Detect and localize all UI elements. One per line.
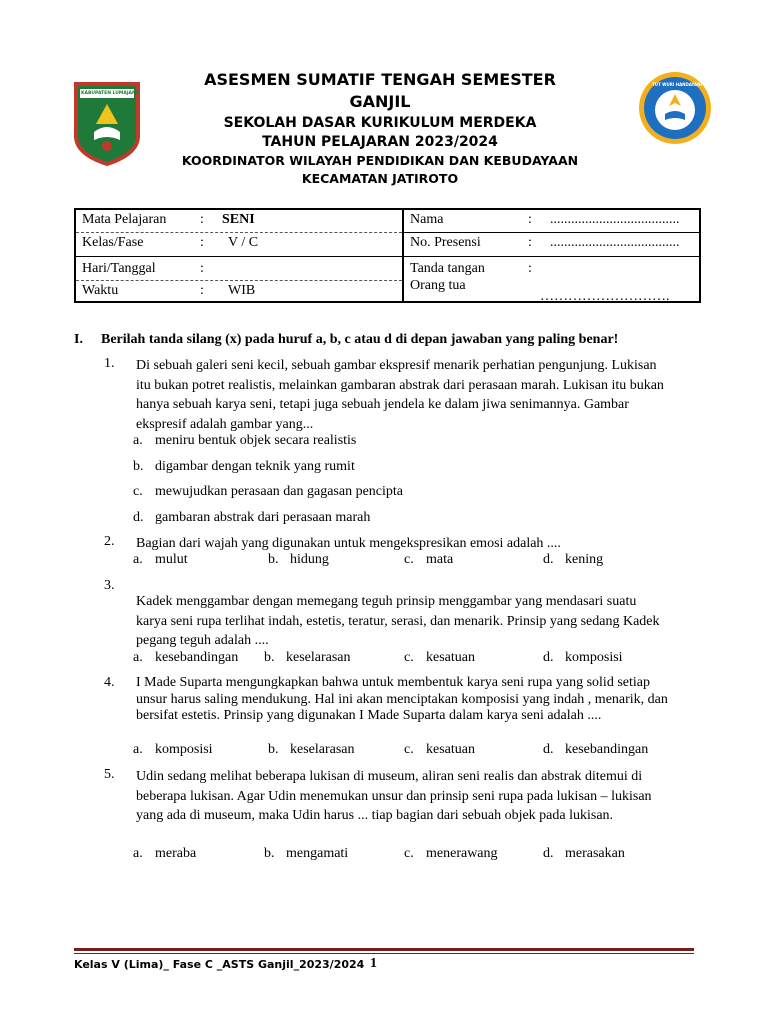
question-number: 4. — [104, 675, 115, 690]
option-item[interactable] — [133, 459, 355, 475]
option-letter: b. — [268, 552, 279, 567]
option-text: mewujudkan perasaan dan gagasan pencipta — [155, 484, 404, 499]
lumajang-logo-text: KABUPATEN LUMAJANG — [81, 91, 140, 96]
option-item[interactable] — [268, 552, 329, 568]
option-letter: a. — [133, 650, 143, 665]
option-text: meniru bentuk objek secara realistis — [155, 433, 357, 448]
option-letter: a. — [133, 846, 143, 861]
signature-field[interactable]: ………………………. — [540, 288, 670, 304]
option-text: kesebandingan — [565, 742, 649, 757]
option-letter: c. — [404, 552, 414, 567]
option-text: keselarasan — [290, 742, 355, 757]
day-label: Hari/Tanggal — [82, 260, 156, 276]
question-number: 1. — [104, 356, 115, 371]
option-item[interactable] — [133, 433, 356, 449]
time-cell — [75, 280, 403, 302]
subject-cell — [75, 209, 403, 232]
option-text: keselarasan — [286, 650, 351, 665]
district-line: KECAMATAN JATIROTO — [301, 171, 459, 186]
presence-label: No. Presensi — [410, 234, 481, 250]
option-letter: b. — [264, 650, 275, 665]
option-letter: d. — [543, 650, 554, 665]
presence-cell — [403, 232, 700, 256]
class-label: Kelas/Fase — [82, 234, 144, 250]
question-text: Di sebuah galeri seni kecil, sebuah gambar ekspresif menarik perhatian pengunjung. Lukisan itu bukan potret realistis, melainkan gambaran abstrak dari perasaan marah. Lukisan itu bukan hanya sebuah karya seni, tetapi juga sebuah jendela ke dalam jiwa senimannya. Gambar ekspresif adalah gambar yang... — [136, 358, 664, 432]
academic-year: TAHUN PELAJARAN 2023/2024 — [262, 134, 498, 150]
school-name: SEKOLAH DASAR KURIKULUM MERDEKA — [223, 115, 537, 131]
question-text: I Made Suparta mengungkapkan bahwa untuk membentuk karya seni rupa yang solid setiap unsur harus saling mendukung. Hal ini akan menciptakan komposisi yang indah , menarik, dan bersifat estetis. Prinsip yang digunakan I Made Suparta dalam karya seni adalah .... — [136, 675, 668, 723]
option-text: gambaran abstrak dari perasaan marah — [155, 510, 371, 525]
class-value: V / C — [228, 234, 259, 250]
option-item[interactable] — [133, 552, 188, 568]
option-item[interactable] — [133, 510, 370, 526]
question-number: 2. — [104, 534, 115, 549]
option-text: mulut — [155, 552, 188, 567]
time-label: Waktu — [82, 282, 119, 298]
colon: : — [528, 234, 532, 250]
section-number: I. — [74, 332, 83, 347]
option-text: mata — [426, 552, 454, 567]
option-item[interactable] — [133, 742, 213, 758]
option-letter: b. — [133, 459, 144, 474]
option-letter: c. — [404, 650, 414, 665]
class-cell — [75, 232, 403, 256]
option-item[interactable] — [133, 846, 196, 862]
coordinator-line: KOORDINATOR WILAYAH PENDIDIKAN DAN KEBUDAYAAN — [181, 153, 579, 168]
option-letter: b. — [268, 742, 279, 757]
option-item[interactable] — [404, 552, 453, 568]
option-item[interactable] — [268, 742, 355, 758]
question-text: Kadek menggambar dengan memegang teguh prinsip menggambar yang mendasari suatu karya seni rupa terlihat indah, estetis, teratur, serasi, dan menarik. Prinsip yang sedang Kadek pegang teguh adalah .... — [136, 594, 660, 648]
page-number: 1 — [370, 956, 377, 971]
option-text: digambar dengan teknik yang rumit — [155, 459, 355, 474]
option-letter: a. — [133, 552, 143, 567]
option-item[interactable] — [404, 650, 475, 666]
option-text: mengamati — [286, 846, 349, 861]
option-letter: d. — [543, 846, 554, 861]
tut-wuri-logo-text: TUT WURI HANDAYANI — [652, 82, 702, 87]
name-cell — [403, 209, 700, 232]
option-item[interactable] — [543, 650, 623, 666]
sign-cell — [403, 256, 700, 302]
subject-value: SENI — [222, 212, 255, 227]
question-number: 3. — [104, 578, 115, 593]
option-letter: c. — [133, 484, 143, 499]
time-value: WIB — [228, 282, 256, 298]
title-line-1: ASESMEN SUMATIF TENGAH SEMESTER — [204, 70, 556, 89]
option-item[interactable] — [133, 484, 403, 500]
option-text: komposisi — [155, 742, 213, 757]
option-text: hidung — [290, 552, 329, 567]
lumajang-logo — [72, 80, 142, 166]
option-letter: c. — [404, 742, 414, 757]
presence-field[interactable]: ..................................... — [550, 234, 680, 250]
subject-label: Mata Pelajaran — [82, 212, 167, 227]
name-label: Nama — [410, 212, 444, 227]
option-letter: a. — [133, 433, 143, 448]
option-letter: b. — [264, 846, 275, 861]
question-text: Udin sedang melihat beberapa lukisan di museum, aliran seni realis dan abstrak ditemui di beberapa lukisan. Agar Udin menemukan unsur dan prinsip seni rupa pada lukisan – lukisan yang ada di museum, maka Udin harus ... tiap bagian dari sebuah objek pada lukisan. — [136, 769, 652, 823]
option-text: meraba — [155, 846, 197, 861]
option-text: kesebandingan — [155, 650, 239, 665]
option-text: komposisi — [565, 650, 623, 665]
option-letter: a. — [133, 742, 143, 757]
option-item[interactable] — [404, 846, 498, 862]
option-item[interactable] — [543, 552, 603, 568]
colon: : — [528, 260, 532, 276]
colon: : — [200, 260, 204, 276]
section-instruction: Berilah tanda silang (x) pada huruf a, b, c atau d di depan jawaban yang paling benar! — [101, 332, 619, 347]
option-letter: d. — [133, 510, 144, 525]
name-field[interactable]: ..................................... — [550, 212, 680, 227]
option-item[interactable] — [264, 846, 348, 862]
option-text: menerawang — [426, 846, 498, 861]
option-item[interactable] — [264, 650, 351, 666]
option-letter: c. — [404, 846, 414, 861]
option-text: kesatuan — [426, 742, 475, 757]
question-text: Bagian dari wajah yang digunakan untuk mengekspresikan emosi adalah .... — [136, 536, 561, 551]
option-letter: d. — [543, 552, 554, 567]
option-item[interactable] — [543, 846, 625, 862]
option-item[interactable] — [133, 650, 238, 666]
student-info-table — [74, 208, 701, 303]
colon: : — [200, 234, 204, 250]
title-line-2: GANJIL — [349, 92, 411, 111]
day-cell — [75, 256, 403, 280]
tut-wuri-handayani-logo — [636, 70, 714, 146]
option-text: kesatuan — [426, 650, 475, 665]
sign-label-1: Tanda tangan — [410, 260, 485, 276]
option-item[interactable] — [404, 742, 475, 758]
question-number: 5. — [104, 767, 115, 782]
footer-text: Kelas V (Lima)_ Fase C _ASTS Ganjil_2023/2024 — [74, 958, 365, 971]
colon: : — [200, 282, 204, 298]
option-letter: d. — [543, 742, 554, 757]
option-text: merasakan — [565, 846, 625, 861]
colon: : — [200, 212, 204, 227]
footer-rule — [74, 948, 694, 954]
colon: : — [528, 212, 532, 227]
sign-label-2: Orang tua — [410, 277, 466, 293]
option-item[interactable] — [543, 742, 648, 758]
option-text: kening — [565, 552, 604, 567]
